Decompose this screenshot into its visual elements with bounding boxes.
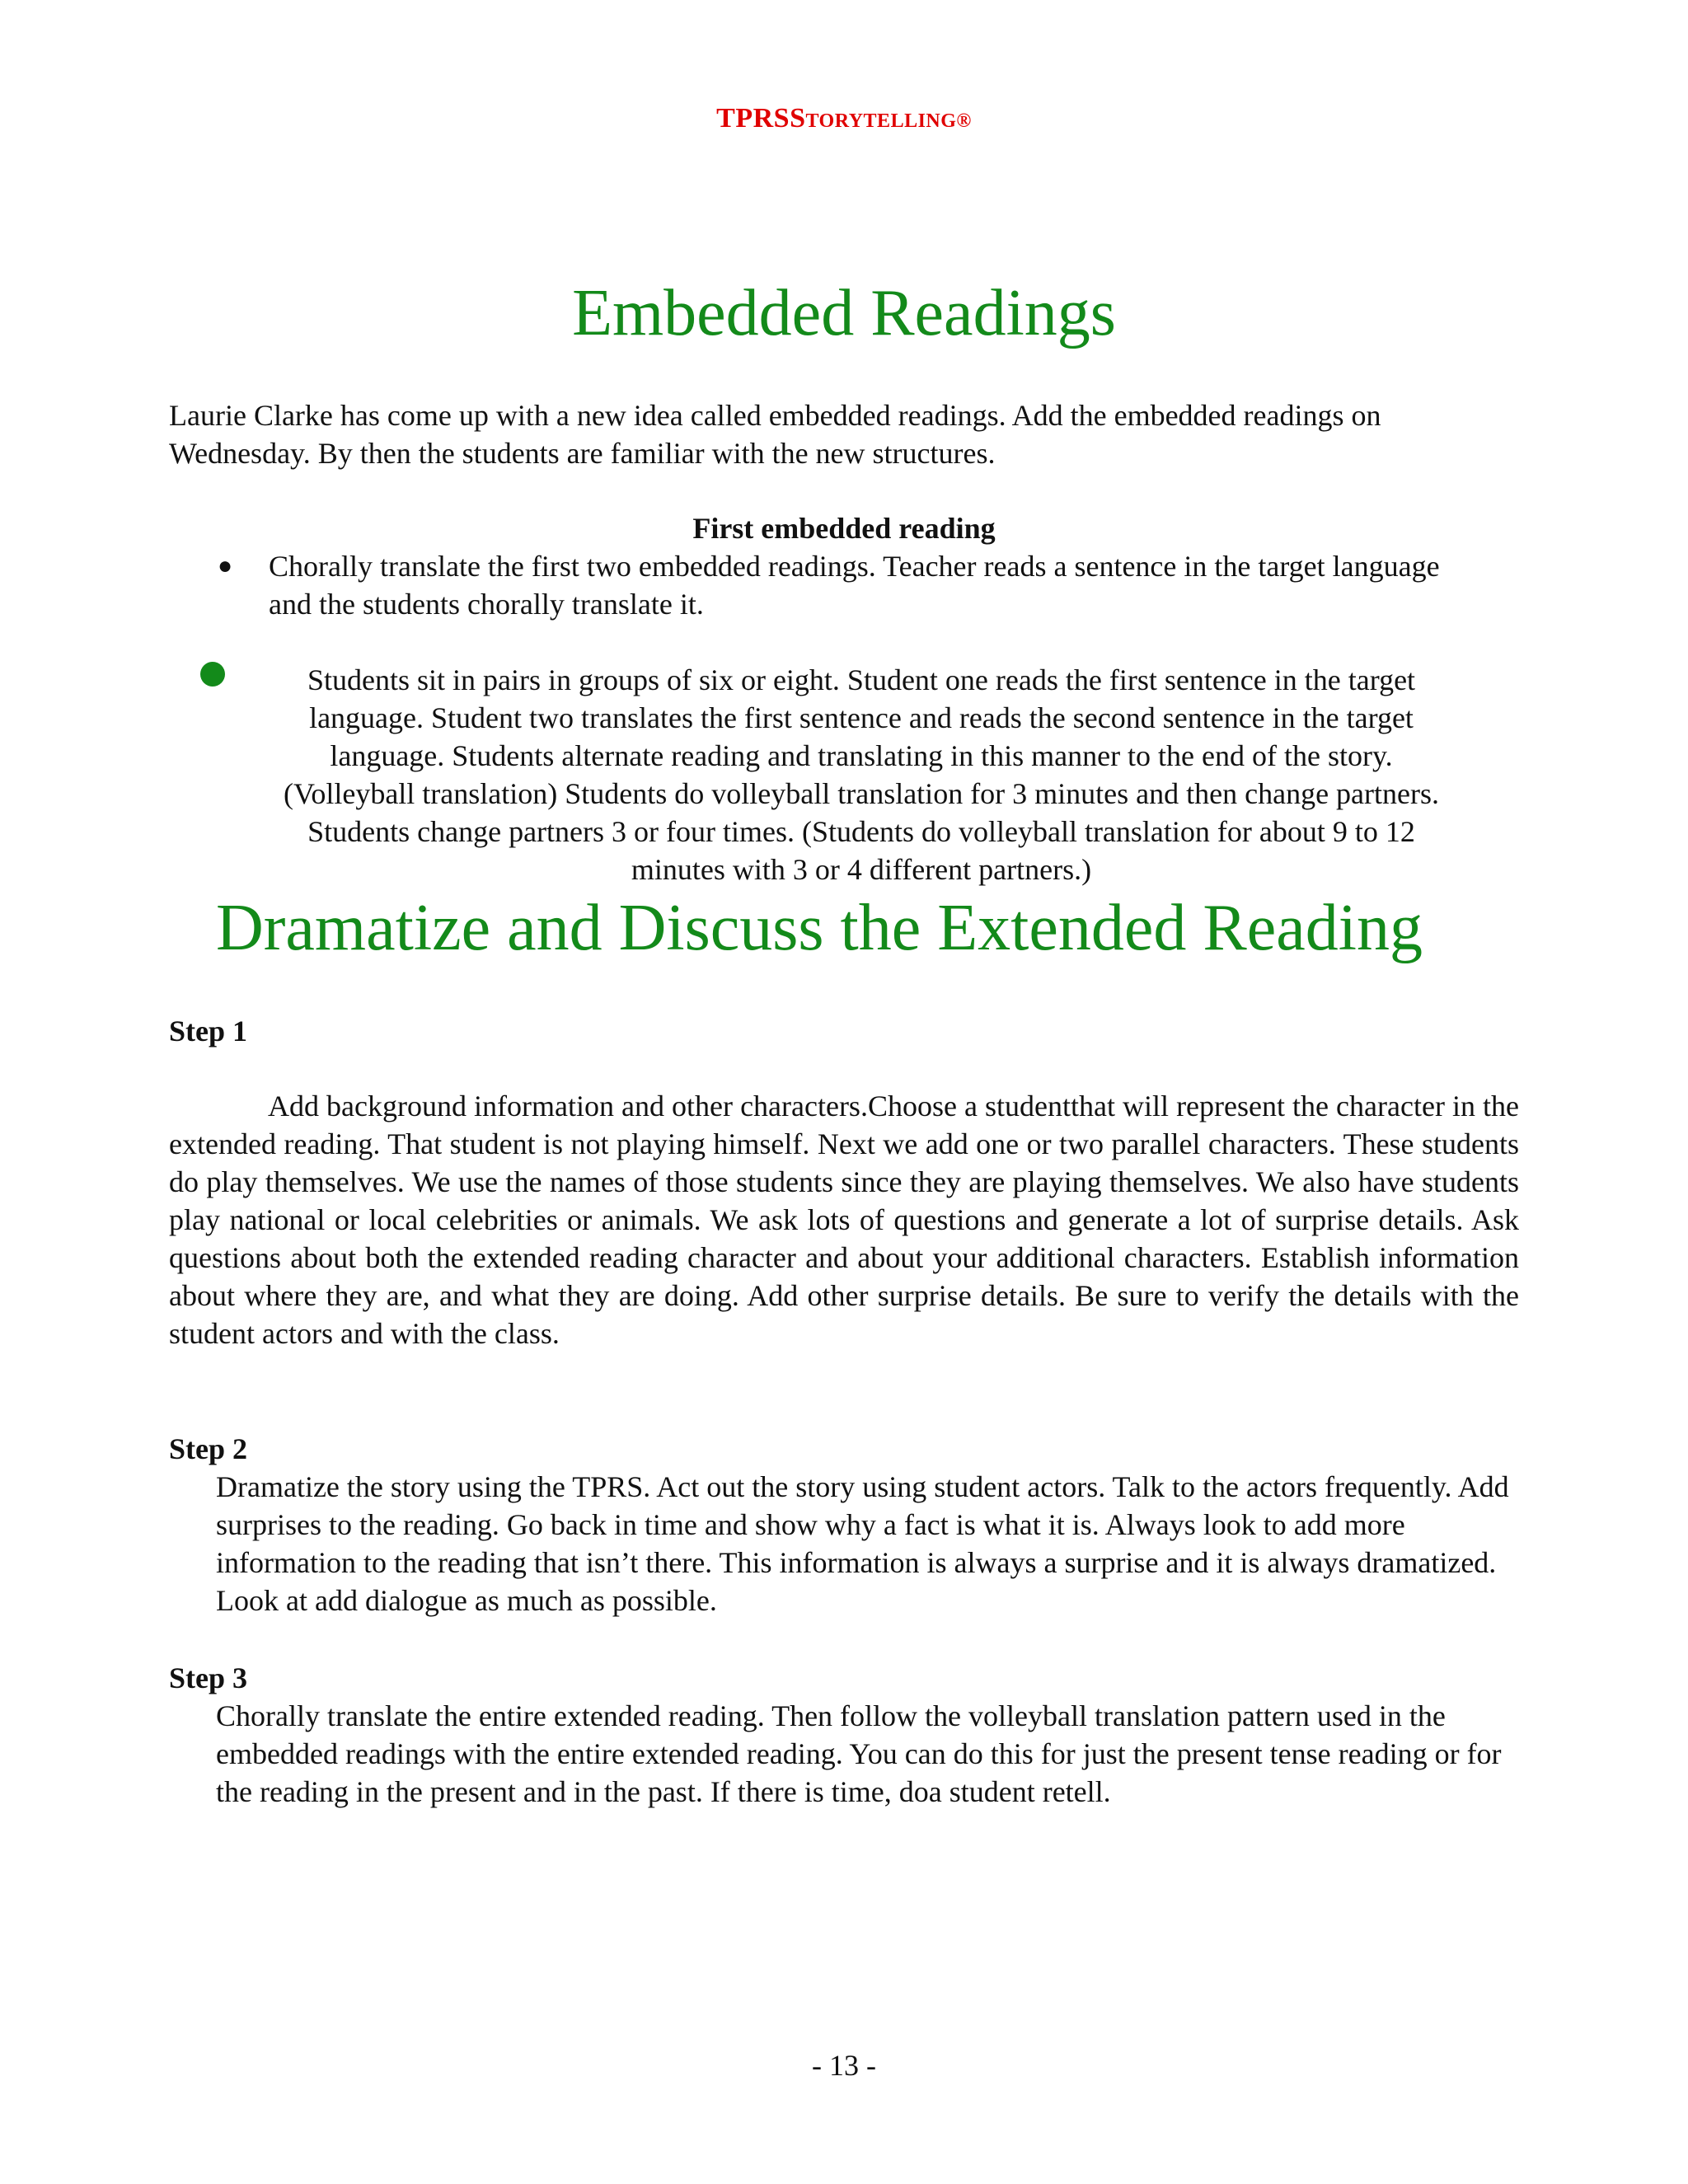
bullet-line: language. Student two translates the first sentence and reads the second sentence in the target bbox=[309, 701, 1414, 734]
bullet-line: Students change partners 3 or four times. (Students do volleyball translation for about 9 to 12 bbox=[307, 815, 1415, 848]
bullet-line: minutes with 3 or 4 different partners.) bbox=[631, 853, 1092, 886]
intro-paragraph: Laurie Clarke has come up with a new idea called embedded readings. Add the embedded readings on Wednesday. By then the students are familiar with the new structures. bbox=[169, 399, 1381, 470]
bullet-icon: ● bbox=[218, 552, 233, 579]
step3-paragraph: Chorally translate the entire extended reading. Then follow the volleyball translation pattern used in the embedded readings with the entire extended reading. You can do this for just the present tense reading or for the reading in the present and in the past. If there is time, doa student retell. bbox=[216, 1699, 1502, 1808]
header-brand-suffix: TORYTELLING bbox=[805, 110, 957, 132]
step3-label: Step 3 bbox=[169, 1661, 248, 1694]
step2-paragraph: Dramatize the story using the TPRS. Act out the story using student actors. Talk to the actors frequently. Add surprises to the reading. Go back in time and show why a fact is what it is. Always look to add more information to the reading that isn’t there. This information is always a surprise and it is always dramatized. Look at add dialogue as much as possible. bbox=[216, 1470, 1509, 1617]
step2-label: Step 2 bbox=[169, 1432, 248, 1465]
bullet-line: language. Students alternate reading and translating in this manner to the end of the story. bbox=[330, 739, 1393, 772]
section-title-embedded-readings: Embedded Readings bbox=[572, 277, 1116, 349]
bullet-item-choral-translate: Chorally translate the first two embedded readings. Teacher reads a sentence in the target language and the students chorally translate it. bbox=[269, 550, 1440, 621]
running-header bbox=[0, 103, 1688, 134]
header-registered-mark: ® bbox=[956, 110, 972, 132]
step1-label: Step 1 bbox=[169, 1015, 248, 1047]
header-brand-s: S bbox=[790, 103, 806, 134]
header-brand-prefix: TPRS bbox=[716, 103, 790, 134]
bullet-item-volleyball-translation bbox=[202, 661, 1521, 888]
page-number: - 13 - bbox=[812, 2049, 876, 2082]
subheading-first-embedded-reading: First embedded reading bbox=[692, 512, 996, 545]
step1-paragraph: Add background information and other characters.Choose a studentthat will represent the character in the extended reading. That student is not playing himself. Next we add one or two parallel characters. These students do play themselves. We use the names of those students since they are playing themselves. We also have students play national or local celebrities or animals. We ask lots of questions and generate a lot of surprise details. Ask questions about both the extended reading character and about your additional characters. Establish information about where they are, and what they are doing. Add other surprise details. Be sure to verify the details with the student actors and with the class. bbox=[169, 1090, 1519, 1350]
bullet-line: Students sit in pairs in groups of six or eight. Student one reads the first sentence in the target bbox=[307, 663, 1416, 696]
section-title-dramatize: Dramatize and Discuss the Extended Reading bbox=[216, 892, 1423, 964]
bullet-line: (Volleyball translation) Students do volleyball translation for 3 minutes and then change partners. bbox=[283, 777, 1439, 810]
